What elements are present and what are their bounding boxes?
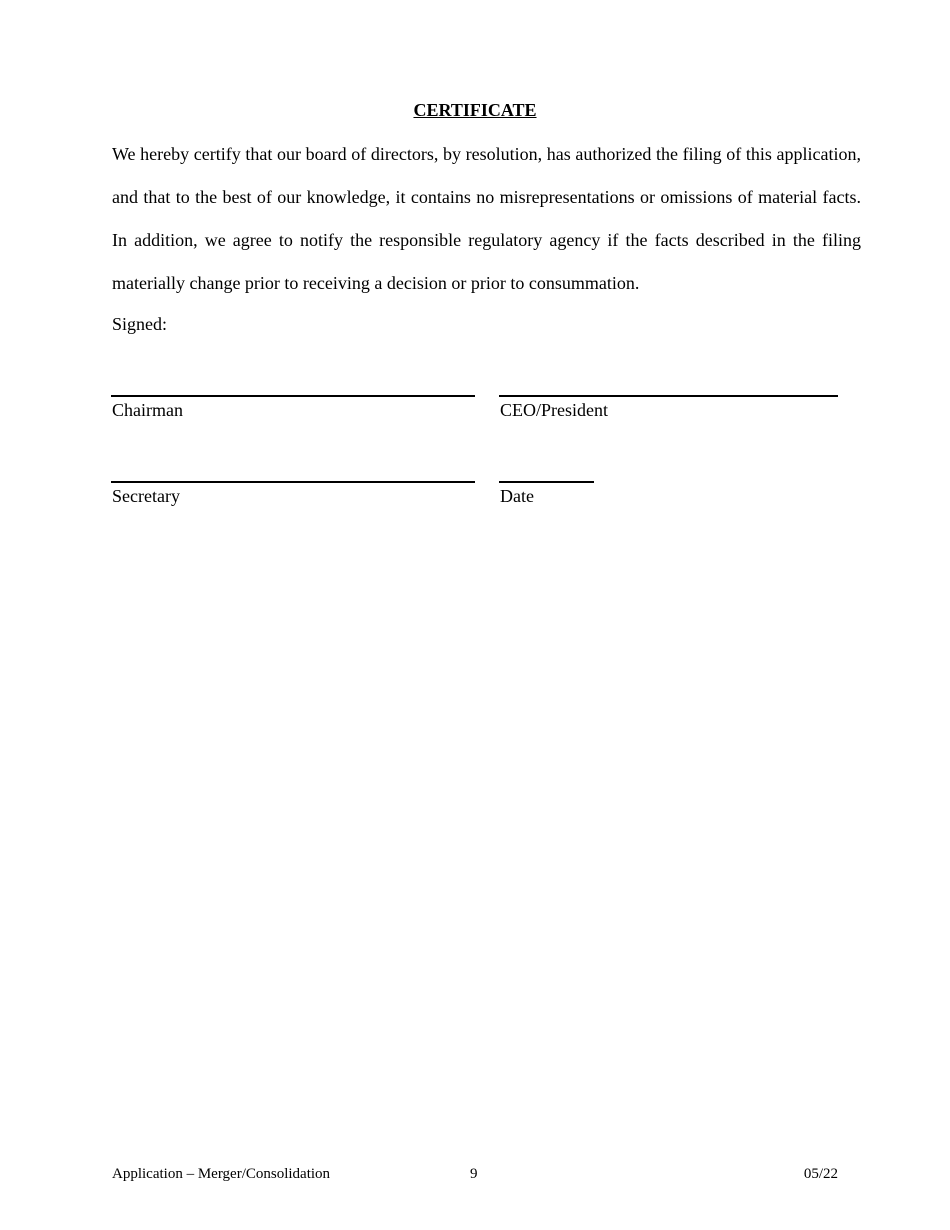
secretary-label: Secretary	[112, 486, 180, 506]
certificate-title: CERTIFICATE	[413, 100, 537, 120]
chairman-label: Chairman	[112, 400, 183, 420]
signed-label: Signed:	[112, 314, 168, 334]
date-label: Date	[500, 486, 534, 506]
footer-form-name: Application – Merger/Consolidation	[112, 1166, 331, 1182]
certification-paragraph: We hereby certify that our board of directors, by resolution, has authorized the filing of this application, and that to the best of our knowledge, it contains no misrepresentations or omissions of material facts. In addition, we agree to notify the responsible regulatory agency if the facts described in the filing materially change prior to receiving a decision or prior to consummation.	[112, 144, 861, 293]
footer-page-number: 9	[470, 1166, 478, 1182]
ceo-president-label: CEO/President	[500, 400, 608, 420]
footer-revision-date: 05/22	[803, 1166, 838, 1182]
chairman-signature-line	[111, 395, 475, 397]
date-signature-line	[499, 481, 594, 483]
secretary-signature-line	[111, 481, 475, 483]
ceo-president-signature-line	[499, 395, 838, 397]
